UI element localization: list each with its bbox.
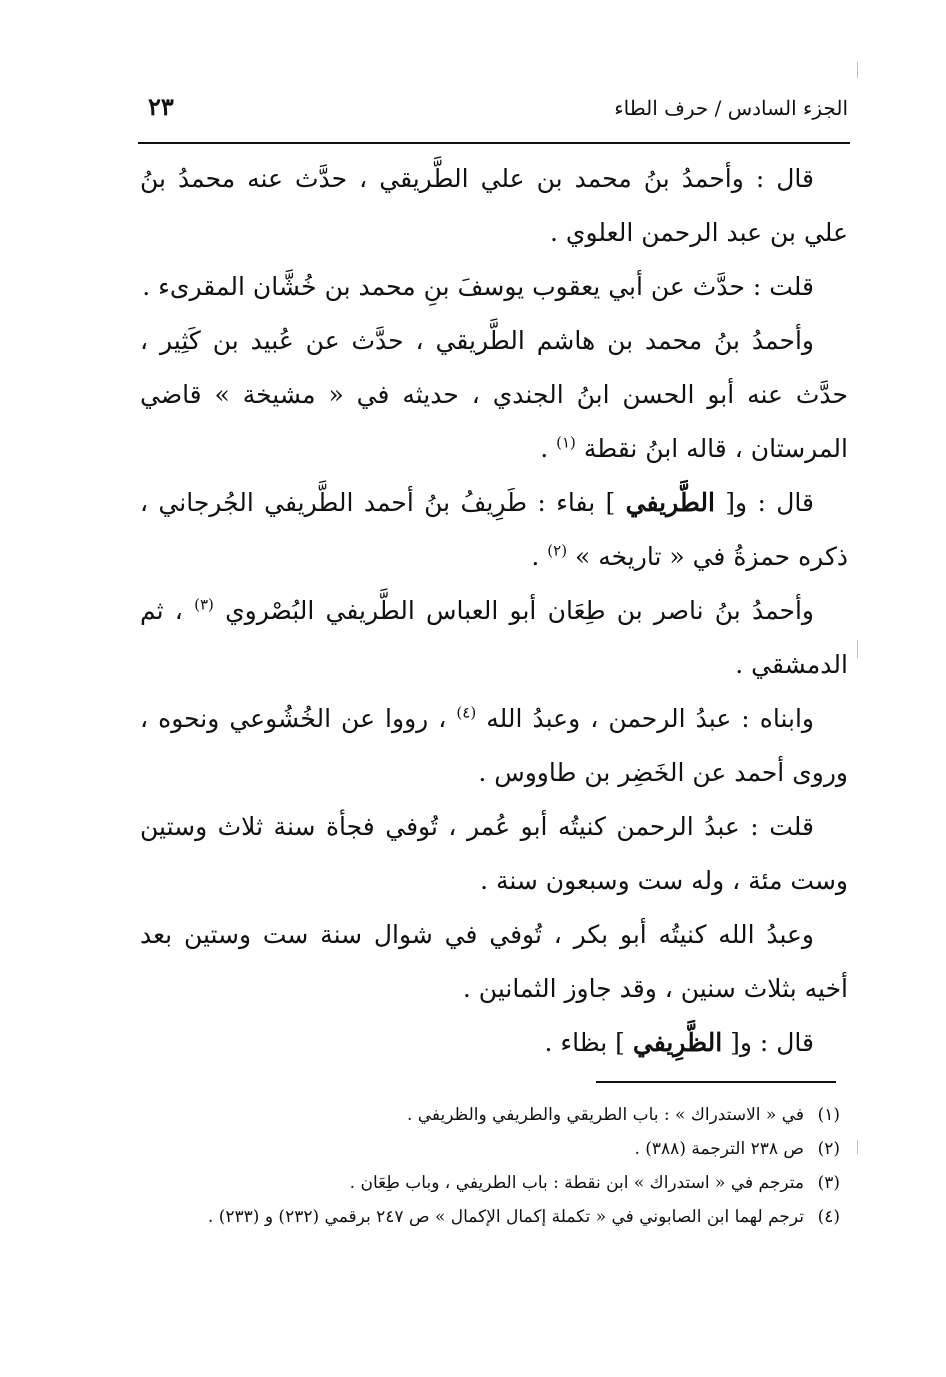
footnote-3 <box>140 1166 840 1200</box>
footnote-2 <box>140 1132 840 1166</box>
footnote-ref-1[interactable]: (١) <box>556 433 576 452</box>
header-rule <box>138 142 850 144</box>
paragraph-text: وعبدُ الله كنيتُه أبو بكر ، تُوفي في شوال سنة ست وستين بعد أخيه بثلاث سنين ، وقد جاوز الثمانين . <box>140 920 848 1003</box>
paragraph-ahmad-ibn-hashim <box>140 314 848 476</box>
footnote-text: ترجم لهما ابن الصابوني في « تكملة إكمال الإكمال » ص ٢٤٧ برقمي (٢٣٢) و (٢٣٣) . <box>207 1207 804 1227</box>
scan-edge-mark-top <box>857 62 858 78</box>
paragraph-text: ، ثم الدمشقي . <box>140 596 848 679</box>
entry-headword-al-tarifi: الطَّريفي <box>625 488 715 517</box>
footnote-number: (٤) <box>817 1207 840 1227</box>
footnote-number: (٢) <box>817 1139 840 1159</box>
scan-edge-mark-bottom <box>857 1140 858 1154</box>
paragraph-his-two-sons <box>140 692 848 800</box>
paragraph-text: ] بظاء . <box>544 1028 633 1057</box>
scan-edge-mark-middle <box>857 640 858 658</box>
footnote-1 <box>140 1098 840 1132</box>
footnote-ref-3[interactable]: (٣) <box>194 595 214 614</box>
running-header-title: الجزء السادس / حرف الطاء <box>614 96 848 120</box>
paragraph-text: وأحمدُ بنُ ناصر بن طِعَان أبو العباس الطَّريفي البُصْروي <box>213 596 814 625</box>
footnote-ref-2[interactable]: (٢) <box>547 541 568 560</box>
paragraph-text: قال : و[ <box>722 1028 814 1057</box>
paragraph-text: ، رووا عن الخُشُوعي ونحوه ، وروى أحمد عن الخَضِر بن طاووس . <box>140 704 848 787</box>
footnotes <box>140 1098 840 1234</box>
paragraph-text: قال : و[ <box>714 488 814 517</box>
paragraph-text: ] بفاء : طَرِيفُ بنُ أحمد الطَّريفي الجُرجاني ، ذكره حمزةُ في « تاريخه » <box>140 488 848 571</box>
footnote-text: في « الاستدراك » : باب الطريقي والطريفي والظريفي . <box>406 1105 804 1125</box>
paragraph-text: . <box>540 434 557 463</box>
footnote-ref-4[interactable]: (٤) <box>456 703 477 722</box>
footnote-text: مترجم في « استدراك » ابن نقطة : باب الطريفي ، وباب طِعَان . <box>349 1173 804 1193</box>
footnote-text: ص ٢٣٨ الترجمة (٣٨٨) . <box>634 1139 804 1159</box>
main-text <box>140 152 848 1070</box>
footnote-number: (١) <box>817 1105 840 1125</box>
footnote-4 <box>140 1200 840 1234</box>
paragraph-al-zarifi-entry <box>140 1016 848 1070</box>
paragraph-text: وأحمدُ بنُ محمد بن هاشم الطَّريقي ، حدَّث عن عُبيد بن كَثِير ، حدَّث عنه أبو الحسن ابنُ الجندي ، حديثه في « مشيخة » قاضي المرستان ، قاله ابنُ نقطة <box>140 326 848 463</box>
footnote-separator <box>596 1081 836 1083</box>
paragraph-text: . <box>531 542 548 571</box>
paragraph-ahmad-ibn-ali-al-tariqi <box>140 152 848 260</box>
paragraph-abd-al-rahman <box>140 800 848 908</box>
page-number: ٢٣ <box>148 92 174 121</box>
footnote-number: (٣) <box>817 1173 840 1193</box>
paragraph-al-tarifi-entry <box>140 476 848 584</box>
entry-headword-al-zarifi: الظَّرِيفي <box>632 1028 723 1057</box>
paragraph-text: قلت : عبدُ الرحمن كنيتُه أبو عُمر ، تُوفي فجأة سنة ثلاث وستين وست مئة ، وله ست وسبعون سنة . <box>140 812 848 895</box>
paragraph-qultu-khushshan <box>140 260 848 314</box>
paragraph-ahmad-ibn-nasir <box>140 584 848 692</box>
paragraph-text: وابناه : عبدُ الرحمن ، وعبدُ الله <box>476 704 814 733</box>
paragraph-text: قلت : حدَّث عن أبي يعقوب يوسفَ بنِ محمد بن خُشَّان المقرىء . <box>142 272 814 301</box>
running-header <box>140 92 848 132</box>
paragraph-text: قال : وأحمدُ بنُ محمد بن علي الطَّريقي ، حدَّث عنه محمدُ بنُ علي بن عبد الرحمن العلوي . <box>140 164 848 247</box>
paragraph-abd-allah <box>140 908 848 1016</box>
